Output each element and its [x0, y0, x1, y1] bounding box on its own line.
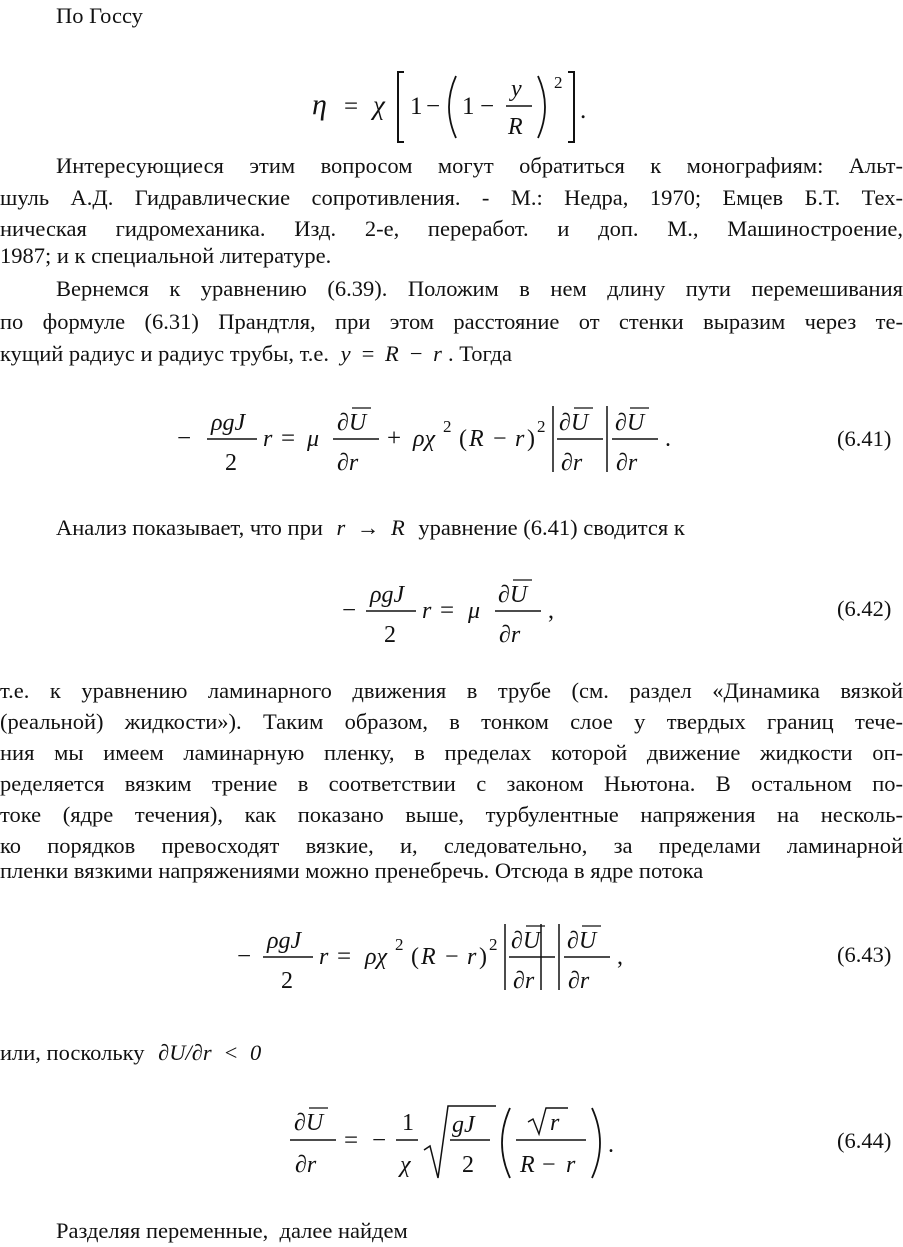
svg-text:.: . — [580, 97, 587, 124]
svg-text:μ: μ — [307, 426, 320, 452]
svg-text:∂r: ∂r — [568, 968, 590, 994]
svg-text:ρχ: ρχ — [365, 944, 388, 970]
svg-text:ρgJ: ρgJ — [267, 928, 302, 954]
paragraph1-line1: Интересующиеся этим вопросом могут обратиться к монографиям: Альт- — [56, 153, 903, 178]
svg-text:−: − — [426, 93, 441, 120]
paragraph2-inline-math: y = R − r — [340, 341, 442, 366]
svg-text:∂U: ∂U — [511, 928, 541, 954]
equation-number-6-42: (6.42) — [837, 596, 892, 621]
svg-text:2: 2 — [489, 935, 498, 954]
paragraph3 — [56, 512, 685, 543]
svg-text:.: . — [608, 1132, 614, 1158]
svg-text:∂U: ∂U — [294, 1110, 324, 1136]
svg-text:∂r: ∂r — [337, 450, 359, 476]
final-line: Разделяя переменные, далее найдем — [56, 1218, 408, 1243]
svg-text:,: , — [548, 598, 554, 624]
svg-text:2: 2 — [395, 935, 404, 954]
svg-text:2: 2 — [554, 73, 563, 92]
svg-text:−: − — [480, 93, 495, 120]
svg-text:2: 2 — [443, 417, 452, 436]
svg-text:(: ( — [459, 426, 467, 452]
svg-text:χ: χ — [400, 1152, 411, 1178]
svg-text:R: R — [520, 1152, 535, 1178]
svg-text:−: − — [493, 426, 507, 452]
svg-text:+: + — [387, 425, 402, 452]
svg-text:r: r — [319, 944, 329, 970]
svg-text:∂r: ∂r — [295, 1152, 317, 1178]
svg-text:ρgJ: ρgJ — [370, 582, 405, 608]
paragraph2-line2: по формуле (6.31) Прандтля, при этом расстояние от стенки выразим через те- — [0, 309, 903, 334]
svg-text:−: − — [445, 944, 459, 970]
svg-text:gJ: gJ — [452, 1112, 475, 1138]
svg-text:R: R — [469, 426, 484, 452]
svg-text:,: , — [617, 944, 623, 970]
paragraph3-before: Анализ показывает, что при — [56, 515, 323, 540]
svg-text:∂U: ∂U — [615, 410, 645, 436]
svg-text:∂r: ∂r — [616, 450, 638, 476]
svg-text:r: r — [550, 1110, 560, 1136]
paragraph2-line3 — [0, 338, 512, 369]
svg-text:η: η — [312, 88, 327, 121]
svg-text:μ: μ — [468, 598, 481, 624]
svg-text:r: r — [515, 426, 525, 452]
svg-text:y: y — [511, 76, 522, 102]
svg-text:): ) — [479, 944, 487, 970]
svg-text:r: r — [566, 1152, 576, 1178]
svg-text:r: r — [263, 426, 273, 452]
paragraph5-inline-math: ∂U/∂r < 0 — [158, 1040, 262, 1065]
svg-text:2: 2 — [462, 1152, 474, 1178]
paragraph2-line3-after: . Тогда — [447, 341, 513, 366]
svg-text:−: − — [372, 1127, 387, 1154]
intro-line: По Госсу — [56, 3, 143, 28]
svg-text:2: 2 — [384, 622, 396, 648]
paragraph4-line2: (реальной) жидкости»). Таким образом, в тонком слое у твердых границ тече- — [0, 709, 903, 734]
equation-6-41 — [175, 400, 735, 480]
svg-text:∂r: ∂r — [499, 622, 521, 648]
equation-number-6-44: (6.44) — [837, 1128, 892, 1153]
paragraph3-after: уравнение (6.41) сводится к — [418, 515, 685, 540]
svg-text:2: 2 — [537, 417, 546, 436]
equation-number-6-41: (6.41) — [837, 426, 892, 451]
equation-6-44 — [290, 1098, 630, 1188]
svg-text:R: R — [508, 114, 523, 140]
svg-text:=: = — [344, 1127, 359, 1154]
paragraph4-line3: ния мы имеем ламинарную пленку, в пределах которой движение жидкости оп- — [0, 740, 903, 765]
equation-6-43 — [235, 918, 685, 998]
equation-6-42 — [340, 572, 590, 652]
paragraph5 — [0, 1037, 261, 1068]
svg-text:): ) — [527, 426, 535, 452]
svg-text:r: r — [467, 944, 477, 970]
svg-text:=: = — [344, 93, 359, 120]
svg-text:−: − — [542, 1152, 556, 1178]
svg-text:χ: χ — [373, 90, 385, 120]
equation-number-6-43: (6.43) — [837, 942, 892, 967]
paragraph2-line1: Вернемся к уравнению (6.39). Положим в нем длину пути перемешивания — [56, 276, 903, 301]
svg-text:ρgJ: ρgJ — [211, 410, 246, 436]
paragraph4-line1: т.е. к уравнению ламинарного движения в трубе (см. раздел «Динамика вязкой — [0, 678, 903, 703]
svg-text:−: − — [237, 943, 252, 970]
paragraph3-inline-math: r → R — [336, 515, 405, 540]
svg-text:ρχ: ρχ — [413, 426, 436, 452]
svg-text:∂r: ∂r — [561, 450, 583, 476]
svg-text:=: = — [440, 597, 455, 624]
svg-text:=: = — [281, 425, 296, 452]
svg-text:2: 2 — [281, 968, 293, 994]
svg-text:1: 1 — [462, 93, 475, 120]
svg-text:∂U: ∂U — [337, 410, 367, 436]
svg-text:.: . — [665, 426, 671, 452]
paragraph4-line6: ко порядков превосходят вязкие, и, следовательно, за пределами ламинарной — [0, 833, 903, 858]
svg-text:∂U: ∂U — [559, 410, 589, 436]
svg-text:(: ( — [411, 944, 419, 970]
equation-gauss — [300, 62, 600, 154]
paragraph5-before: или, поскольку — [0, 1040, 145, 1065]
svg-text:∂U: ∂U — [567, 928, 597, 954]
svg-text:−: − — [177, 425, 192, 452]
paragraph4-line5: токе (ядре течения), как показано выше, турбулентные напряжения на несколь- — [0, 802, 903, 827]
paragraph1-line4: 1987; и к специальной литературе. — [0, 243, 332, 268]
paragraph1-line2: шуль А.Д. Гидравлические сопротивления. - М.: Недра, 1970; Емцев Б.Т. Тех- — [0, 185, 903, 210]
svg-text:∂r: ∂r — [513, 968, 535, 994]
paragraph4-line7: пленки вязкими напряжениями можно пренебречь. Отсюда в ядре потока — [0, 858, 704, 883]
svg-text:2: 2 — [225, 450, 237, 476]
svg-text:1: 1 — [410, 93, 423, 120]
svg-text:=: = — [337, 943, 352, 970]
svg-text:−: − — [342, 597, 357, 624]
svg-text:∂U: ∂U — [498, 582, 528, 608]
svg-text:1: 1 — [402, 1110, 414, 1136]
svg-text:R: R — [421, 944, 436, 970]
svg-text:r: r — [422, 598, 432, 624]
paragraph4-line4: ределяется вязким трение в соответствии с законом Ньютона. В остальном по- — [0, 771, 903, 796]
paragraph1-line3: ническая гидромеханика. Изд. 2-е, переработ. и доп. М., Машиностроение, — [0, 216, 903, 241]
paragraph2-line3-before: кущий радиус и радиус трубы, т.е. — [0, 341, 329, 366]
